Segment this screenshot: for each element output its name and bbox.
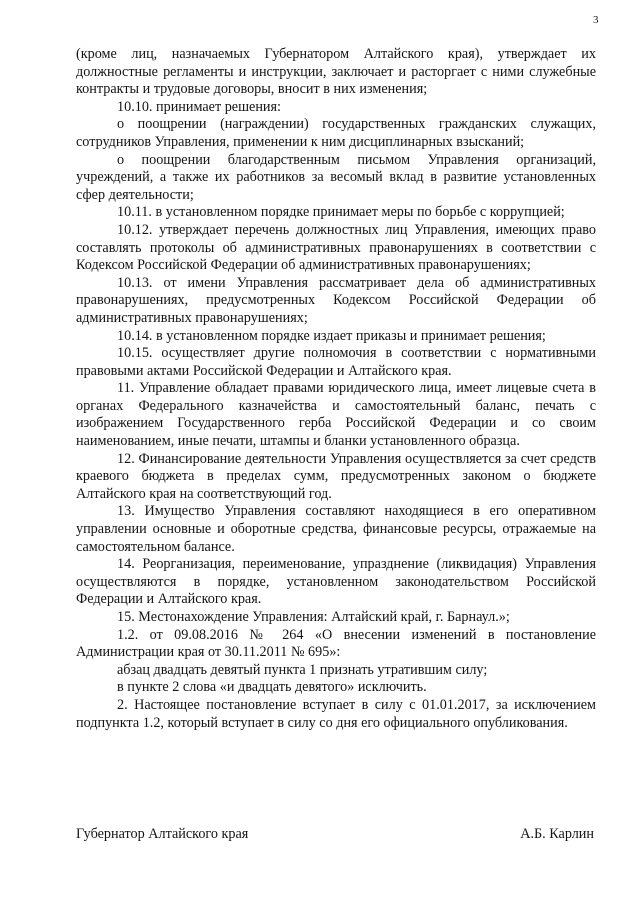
paragraph: 10.12. утверждает перечень должностных лиц Управления, имеющих право составлять протоколы об административных правонарушениях в соответствии с Кодексом Российской Федерации об административных правонарушениях; — [76, 221, 596, 274]
paragraph: 10.11. в установленном порядке принимает меры по борьбе с коррупцией; — [117, 204, 565, 221]
signatory-title: Губернатор Алтайского края — [76, 826, 249, 842]
paragraph: 11. Управление обладает правами юридического лица, имеет лицевые счета в органах Федерального казначейства и самостоятельный баланс, печать с изображением Государственного герба Российской Федерации и со своим наименованием, иные печати, штампы и бланки установленного образца. — [76, 380, 596, 450]
paragraph: 10.13. от имени Управления рассматривает дела об административных правонарушениях, предусмотренных Кодексом Российской Федерации об административных правонарушениях; — [76, 274, 596, 326]
paragraph: 15. Местонахождение Управления: Алтайский край, г. Барнаул.»; — [117, 609, 510, 625]
paragraph: 12. Финансирование деятельности Управления осуществляется за счет средств краевого бюджета в пределах сумм, предусмотренных законом о бюджете Алтайского края на соответствующий год. — [76, 450, 596, 502]
paragraph: (кроме лиц, назначаемых Губернатором Алтайского края), утверждает их должностные регламенты и инструкции, заключает и расторгает с ними служебные контракты и трудовые договоры, вносит в них изменения; — [76, 46, 596, 98]
page-number: 3 — [593, 14, 599, 26]
paragraph: 14. Реорганизация, переименование, упразднение (ликвидация) Управления осуществляются в порядке, установленном законодательством Российской Федерации и Алтайского края. — [76, 556, 596, 608]
paragraph: о поощрении благодарственным письмом Управления организаций, учреждений, а также их работников за весомый вклад в развитие установленных сфер деятельности; — [76, 151, 596, 203]
paragraph: 10.14. в установленном порядке издает приказы и принимает решения; — [117, 327, 546, 344]
paragraph: 13. Имущество Управления составляют находящиеся в его оперативном управлении основные и оборотные средства, финансовые ресурсы, отражаемые на самостоятельном балансе. — [76, 503, 596, 555]
paragraph: 1.2. от 09.08.2016 № 264 «О внесении изменений в постановление Администрации края от 30.11.2011 № 695»: — [76, 626, 596, 661]
paragraph: 10.10. принимает решения: — [117, 98, 281, 115]
document-body — [76, 46, 596, 732]
paragraph: абзац двадцать девятый пункта 1 признать утратившим силу; — [117, 661, 488, 678]
signatory-name: А.Б. Карлин — [520, 826, 594, 842]
paragraph: о поощрении (награждении) государственных гражданских служащих, сотрудников Управления, применении к ним дисциплинарных взысканий; — [76, 116, 596, 150]
paragraph: в пункте 2 слова «и двадцать девятого» исключить. — [117, 679, 427, 696]
paragraph: 2. Настоящее постановление вступает в силу с 01.01.2017, за исключением подпункта 1.2, который вступает в силу со дня его официального опубликования. — [76, 696, 596, 731]
paragraph: 10.15. осуществляет другие полномочия в соответствии с нормативными правовыми актами Российской Федерации и Алтайского края. — [76, 345, 596, 379]
